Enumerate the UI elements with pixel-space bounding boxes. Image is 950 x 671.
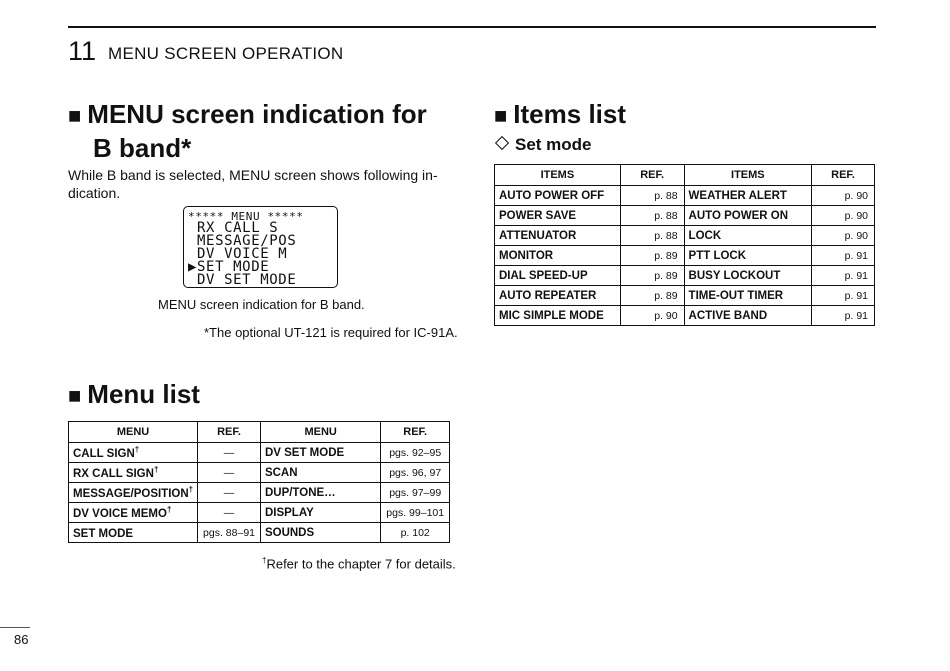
ref-cell: p. 102 xyxy=(381,523,450,543)
menu-name-cell xyxy=(69,463,198,483)
menu-name: DV VOICE MEMO xyxy=(73,507,167,520)
table-row xyxy=(69,523,450,543)
menu-name-cell xyxy=(69,503,198,523)
table-row xyxy=(495,306,875,326)
lcd-menu-display xyxy=(183,206,338,288)
table-row xyxy=(495,186,875,206)
b-band-heading-line1: MENU screen indication for xyxy=(87,99,427,129)
menu-name-cell: DV SET MODE xyxy=(260,443,380,463)
square-bullet-icon: ■ xyxy=(68,103,82,128)
ref-cell: p. 90 xyxy=(620,306,684,326)
menu-list-heading-text: Menu list xyxy=(87,379,200,409)
b-band-heading xyxy=(68,98,427,164)
item-name-cell: ATTENUATOR xyxy=(495,226,621,246)
ref-cell: pgs. 88–91 xyxy=(198,523,261,543)
lcd-line: MESSAGE/POS xyxy=(188,233,297,249)
chapter-title: MENU SCREEN OPERATION xyxy=(108,44,344,63)
lcd-line: DV SET MODE xyxy=(188,272,297,288)
lcd-line: ▶SET MODE xyxy=(188,259,270,275)
item-name-cell: TIME-OUT TIMER xyxy=(684,286,812,306)
page-number: 86 xyxy=(14,632,29,647)
table-header-row xyxy=(495,165,875,186)
ref-cell: pgs. 97–99 xyxy=(381,483,450,503)
b-band-heading-line2: B band* xyxy=(93,133,192,163)
column-header: REF. xyxy=(381,422,450,443)
table-header-row xyxy=(69,422,450,443)
ref-cell: p. 88 xyxy=(620,186,684,206)
chapter-reference-text: Refer to the chapter 7 for details. xyxy=(266,556,456,572)
header-rule xyxy=(68,26,876,28)
dagger-mark: † xyxy=(262,556,267,565)
item-name-cell: PTT LOCK xyxy=(684,246,812,266)
ref-cell: p. 91 xyxy=(812,246,875,266)
item-name-cell: DIAL SPEED-UP xyxy=(495,266,621,286)
item-name-cell: AUTO POWER OFF xyxy=(495,186,621,206)
ref-cell: pgs. 99–101 xyxy=(381,503,450,523)
item-name-cell: ACTIVE BAND xyxy=(684,306,812,326)
menu-name: MESSAGE/POSITION xyxy=(73,487,189,500)
table-row xyxy=(495,206,875,226)
items-list-heading-text: Items list xyxy=(513,99,627,129)
column-header: REF. xyxy=(198,422,261,443)
menu-name-cell xyxy=(69,443,198,463)
items-list-table xyxy=(494,164,875,326)
ref-cell: — xyxy=(198,463,261,483)
table-row xyxy=(69,463,450,483)
set-mode-subheading-text: Set mode xyxy=(515,135,592,154)
item-name-cell: AUTO POWER ON xyxy=(684,206,812,226)
ref-cell: — xyxy=(198,443,261,463)
menu-name-cell: DISPLAY xyxy=(260,503,380,523)
table-row xyxy=(69,503,450,523)
ref-cell: p. 90 xyxy=(812,226,875,246)
ref-cell: pgs. 96, 97 xyxy=(381,463,450,483)
square-bullet-icon: ■ xyxy=(494,103,508,128)
menu-name: SET MODE xyxy=(73,527,134,540)
dagger-mark: † xyxy=(188,485,194,495)
dagger-mark: † xyxy=(153,465,159,475)
item-name-cell: WEATHER ALERT xyxy=(684,186,812,206)
page-number-rule xyxy=(0,627,30,628)
item-name-cell: BUSY LOCKOUT xyxy=(684,266,812,286)
ref-cell: p. 88 xyxy=(620,226,684,246)
ref-cell: p. 90 xyxy=(812,206,875,226)
menu-list-table xyxy=(68,421,450,543)
column-header: REF. xyxy=(620,165,684,186)
table-row xyxy=(69,443,450,463)
ref-cell: p. 89 xyxy=(620,266,684,286)
menu-name-cell xyxy=(69,523,198,543)
ref-cell: p. 91 xyxy=(812,266,875,286)
menu-name: RX CALL SIGN xyxy=(73,467,154,480)
table-row xyxy=(69,483,450,503)
table-row xyxy=(495,226,875,246)
set-mode-subheading xyxy=(494,135,592,155)
ref-cell: p. 89 xyxy=(620,286,684,306)
items-list-heading xyxy=(494,98,626,132)
ref-cell: p. 91 xyxy=(812,306,875,326)
item-name-cell: AUTO REPEATER xyxy=(495,286,621,306)
column-header: REF. xyxy=(812,165,875,186)
lcd-line: DV VOICE M xyxy=(188,246,288,262)
b-band-description-line2: dication. xyxy=(68,185,121,201)
table-row xyxy=(495,266,875,286)
column-header: ITEMS xyxy=(495,165,621,186)
lcd-line: RX CALL S xyxy=(188,220,279,236)
column-header: MENU xyxy=(260,422,380,443)
chapter-number: 11 xyxy=(68,36,97,66)
menu-name: CALL SIGN xyxy=(73,447,135,460)
b-band-description xyxy=(68,166,438,202)
diamond-outline-icon xyxy=(495,136,509,150)
table-row xyxy=(495,246,875,266)
menu-name-cell: DUP/TONE… xyxy=(260,483,380,503)
square-bullet-icon: ■ xyxy=(68,383,82,408)
dagger-mark: † xyxy=(166,505,172,515)
ref-cell: p. 90 xyxy=(812,186,875,206)
menu-name-cell xyxy=(69,483,198,503)
menu-name-cell: SOUNDS xyxy=(260,523,380,543)
item-name-cell: POWER SAVE xyxy=(495,206,621,226)
menu-list-heading xyxy=(68,378,200,412)
ref-cell: — xyxy=(198,483,261,503)
item-name-cell: LOCK xyxy=(684,226,812,246)
ref-cell: p. 88 xyxy=(620,206,684,226)
optional-unit-footnote: *The optional UT-121 is required for IC-91A. xyxy=(204,325,458,340)
lcd-line: ***** MENU ***** xyxy=(188,210,304,223)
table-row xyxy=(495,286,875,306)
ref-cell: pgs. 92–95 xyxy=(381,443,450,463)
item-name-cell: MONITOR xyxy=(495,246,621,266)
column-header: ITEMS xyxy=(684,165,812,186)
ref-cell: — xyxy=(198,503,261,523)
ref-cell: p. 89 xyxy=(620,246,684,266)
chapter-reference-footnote xyxy=(262,552,456,573)
ref-cell: p. 91 xyxy=(812,286,875,306)
b-band-description-line1: While B band is selected, MENU screen shows following in- xyxy=(68,167,438,183)
menu-name-cell: SCAN xyxy=(260,463,380,483)
dagger-mark: † xyxy=(134,445,140,455)
column-header: MENU xyxy=(69,422,198,443)
item-name-cell: MIC SIMPLE MODE xyxy=(495,306,621,326)
lcd-caption: MENU screen indication for B band. xyxy=(158,297,365,312)
